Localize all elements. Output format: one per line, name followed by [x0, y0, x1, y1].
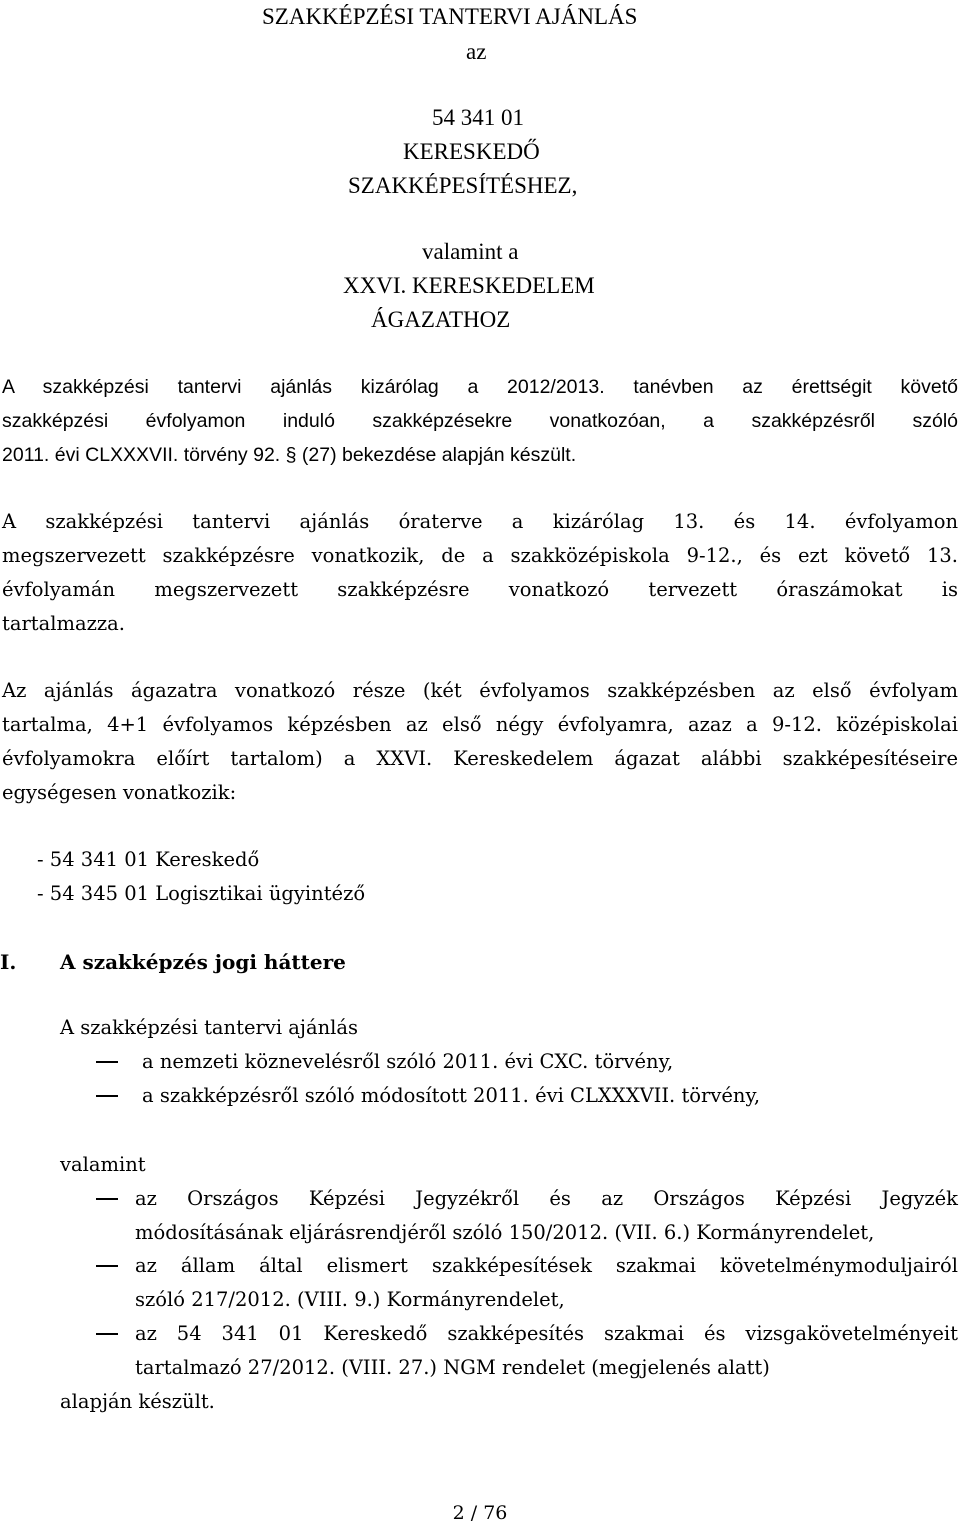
sector-name: XXVI. KERESKEDELEM: [343, 273, 595, 298]
regulation-text-line: szóló 217/2012. (VIII. 9.) Kormányrendelet,: [135, 1288, 565, 1311]
sector-line: évfolyamokra előírt tartalom) a XXVI. Kereskedelem ágazat alábbi szakképesítéseire: [2, 747, 958, 770]
scope-line: A szakképzési tantervi ajánlás óraterve a kizárólag 13. és 14. évfolyamon: [2, 510, 958, 533]
regulation-text-line: tartalmazó 27/2012. (VIII. 27.) NGM rendelet (megjelenés alatt): [135, 1356, 770, 1379]
regulation-item: [0, 1317, 960, 1385]
regulation-item: [0, 1182, 960, 1250]
sector-line: Az ajánlás ágazatra vonatkozó része (két évfolyamos szakképzésben az első évfolyam: [2, 679, 958, 702]
regulation-text-line: az Országos Képzési Jegyzékről és az Országos Képzési Jegyzék: [135, 1187, 958, 1210]
legal-intro: A szakképzési tantervi ajánlás: [60, 1016, 358, 1039]
sector-line: egységesen vonatkozik:: [2, 781, 237, 804]
legal-also: valamint: [60, 1153, 146, 1176]
law-item: [0, 1045, 960, 1079]
law-item: [0, 1079, 960, 1113]
qualification-item: - 54 345 01 Logisztikai ügyintéző: [37, 882, 366, 905]
intro-line: 2011. évi CLXXXVII. törvény 92. § (27) bekezdése alapján készült.: [2, 444, 577, 466]
sector-paragraph: [2, 674, 958, 810]
scope-line: évfolyamán megszervezett szakképzésre vonatkozó tervezett óraszámokat is: [2, 578, 958, 601]
legal-closing: alapján készült.: [60, 1390, 215, 1413]
law-text: a szakképzésről szóló módosított 2011. évi CLXXXVII. törvény,: [142, 1084, 761, 1107]
scope-line: megszervezett szakképzésre vonatkozik, de a szakközépiskola 9-12., és ezt követő 13.: [2, 544, 958, 567]
dash-bullet: [96, 1198, 118, 1200]
intro-paragraph: [2, 370, 958, 472]
qualification-item: - 54 341 01 Kereskedő: [37, 848, 260, 871]
document-title: SZAKKÉPZÉSI TANTERVI AJÁNLÁS: [262, 4, 638, 29]
section-title: A szakképzés jogi háttere: [60, 950, 346, 974]
regulation-text-line: az állam által elismert szakképesítések szakmai követelménymoduljairól: [135, 1254, 958, 1277]
regulation-item: [0, 1249, 960, 1317]
law-text: a nemzeti köznevelésről szóló 2011. évi CXC. törvény,: [142, 1050, 674, 1073]
dash-bullet: [96, 1061, 118, 1063]
qualification-code: 54 341 01: [432, 105, 524, 130]
title-az: az: [466, 39, 487, 64]
sector-line: tartalma, 4+1 évfolyamos képzésben az első négy évfolyamra, azaz a 9-12. középiskolai: [2, 713, 958, 736]
scope-paragraph: [2, 505, 958, 641]
qualification-label: SZAKKÉPESÍTÉSHEZ,: [348, 173, 578, 198]
intro-line: A szakképzési tantervi ajánlás kizárólag a 2012/2013. tanévben az érettségit követő: [2, 376, 958, 398]
scope-line: tartalmazza.: [2, 612, 125, 635]
dash-bullet: [96, 1265, 118, 1267]
section-number: I.: [0, 950, 17, 974]
regulation-text-line: az 54 341 01 Kereskedő szakképesítés szakmai és vizsgakövetelményeit: [135, 1322, 958, 1345]
regulation-text-line: módosításának eljárásrendjéről szóló 150/2012. (VII. 6.) Kormányrendelet,: [135, 1221, 875, 1244]
dash-bullet: [96, 1095, 118, 1097]
dash-bullet: [96, 1333, 118, 1335]
intro-line: szakképzési évfolyamon induló szakképzésekre vonatkozóan, a szakképzésről szóló: [2, 410, 958, 432]
page-number: 2 / 76: [452, 1502, 508, 1524]
qualification-name: KERESKEDŐ: [403, 139, 540, 164]
title-also: valamint a: [422, 239, 519, 264]
sector-name-2: ÁGAZATHOZ: [371, 307, 511, 332]
